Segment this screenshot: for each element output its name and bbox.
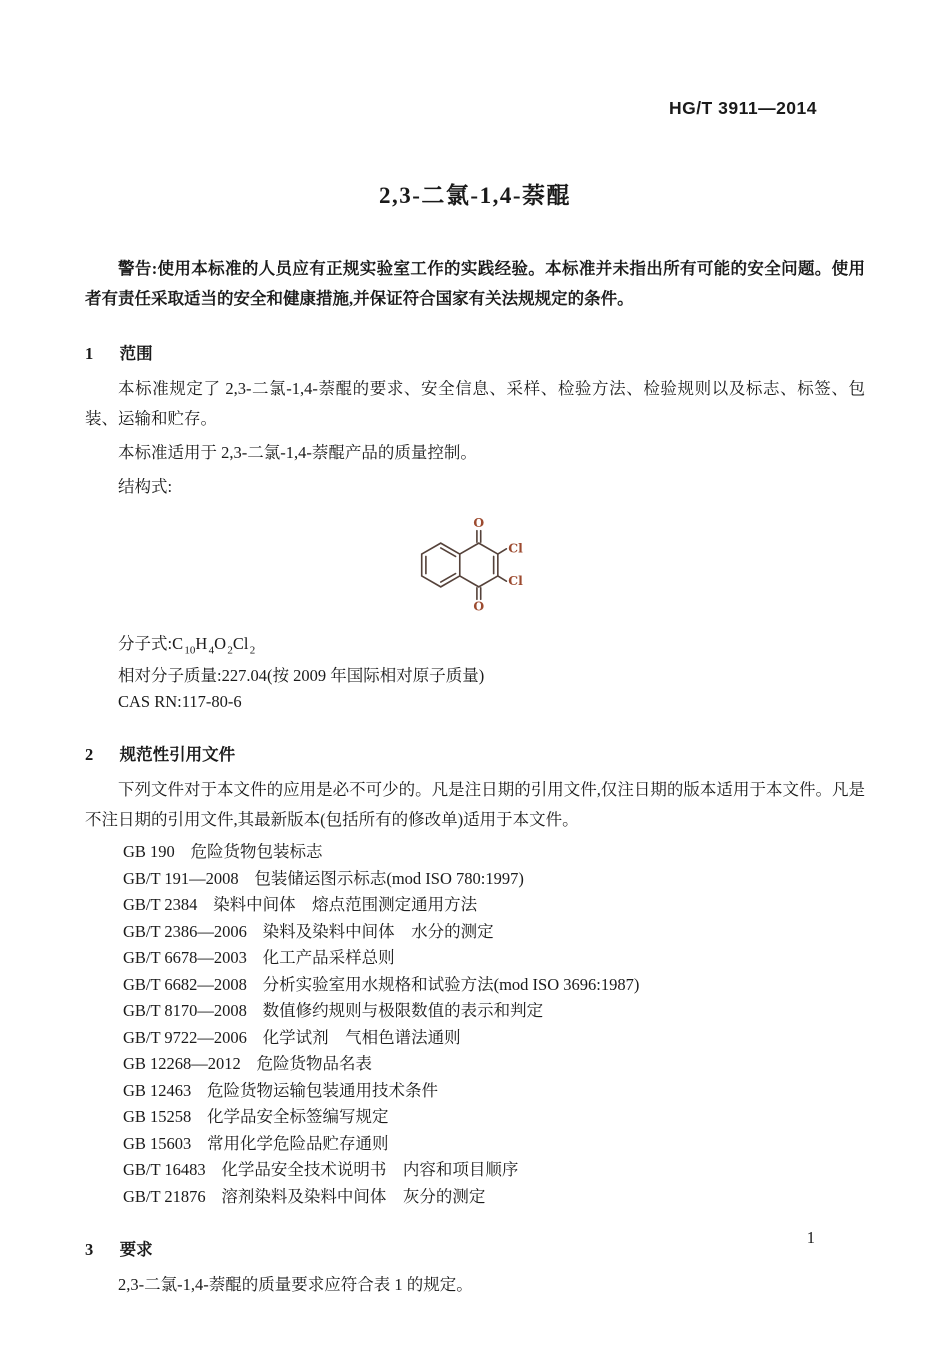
formula-part: 2 — [227, 644, 233, 657]
section-2-heading — [85, 741, 865, 765]
reference-title: 包装储运图示标志(mod ISO 780:1997) — [254, 868, 524, 888]
aromatic-double-bond — [441, 548, 456, 556]
structure-label: 结构式: — [118, 477, 173, 496]
quinone-ring — [460, 543, 498, 587]
reference-title: 染料中间体 熔点范围测定通用方法 — [213, 895, 478, 915]
reference-code: GB/T 2384 — [123, 895, 198, 915]
reference-title: 化学试剂 气相色谱法通则 — [262, 1027, 461, 1047]
reference-item — [123, 839, 865, 866]
reference-code: GB/T 6678—2003 — [123, 948, 247, 968]
reference-title: 危险货物品名表 — [256, 1054, 372, 1074]
reference-item — [123, 972, 865, 999]
section-3-title: 要求 — [119, 1240, 153, 1260]
reference-title: 常用化学危险品贮存通则 — [206, 1133, 389, 1153]
reference-title: 数值修约规则与极限数值的表示和判定 — [262, 1001, 544, 1021]
scope-paragraph-1: 本标准规定了 2,3-二氯-1,4-萘醌的要求、安全信息、采样、检验方法、检验规则以及标志、标签、包装、运输和贮存。 — [85, 379, 865, 428]
reference-item — [123, 866, 865, 893]
reference-code: GB/T 191—2008 — [123, 868, 239, 888]
reference-item — [123, 1025, 865, 1052]
cas-number-line: CAS RN:117-80-6 — [118, 692, 242, 712]
formula-part: H — [195, 634, 208, 653]
section-2-title: 规范性引用文件 — [119, 745, 236, 765]
reference-title: 危险货物运输包装通用技术条件 — [206, 1080, 438, 1100]
reference-item — [123, 1131, 865, 1158]
reference-item — [123, 919, 865, 946]
reference-title: 溶剂染料及染料中间体 灰分的测定 — [221, 1186, 486, 1206]
reference-title: 染料及染料中间体 水分的测定 — [262, 921, 494, 941]
reference-title: 化工产品采样总则 — [262, 948, 395, 968]
formula-part: C — [172, 634, 184, 653]
page-number: 1 — [806, 1228, 815, 1247]
scope-paragraph-2: 本标准适用于 2,3-二氯-1,4-萘醌产品的质量控制。 — [118, 443, 477, 462]
bond-lines — [422, 531, 507, 600]
reference-item — [123, 998, 865, 1025]
section-1-number: 1 — [85, 344, 94, 363]
normative-references-intro: 下列文件对于本文件的应用是必不可少的。凡是注日期的引用文件,仅注日期的版本适用于本文件。凡是不注日期的引用文件,其最新版本(包括所有的修改单)适用于本文件。 — [85, 780, 865, 830]
normative-references-list — [123, 839, 865, 1210]
reference-item — [123, 1051, 865, 1078]
section-3-heading — [85, 1236, 865, 1260]
reference-title: 化学品安全技术说明书 内容和项目顺序 — [221, 1160, 519, 1180]
reference-title: 化学品安全标签编写规定 — [206, 1107, 389, 1127]
formula-part: 4 — [208, 644, 215, 657]
formula-part: Cl — [232, 634, 249, 653]
reference-code: GB/T 8170—2008 — [123, 1001, 247, 1021]
atom-o-top-label: O — [473, 514, 485, 530]
reference-item — [123, 1104, 865, 1131]
requirements-paragraph: 2,3-二氯-1,4-萘醌的质量要求应符合表 1 的规定。 — [118, 1275, 473, 1295]
molecular-formula-label: 分子式: — [118, 634, 173, 653]
atom-cl-bottom-label: Cl — [508, 572, 523, 588]
aromatic-double-bond — [441, 574, 456, 582]
reference-code: GB/T 9722—2006 — [123, 1027, 247, 1047]
chlorine-top-bond — [498, 549, 507, 554]
reference-code: GB 15258 — [123, 1107, 192, 1127]
reference-item — [123, 1157, 865, 1184]
molecular-formula-line — [118, 631, 865, 663]
section-1-heading — [85, 340, 865, 364]
reference-item — [123, 1184, 865, 1211]
reference-code: GB 12463 — [123, 1080, 192, 1100]
chlorine-bottom-bond — [498, 576, 507, 581]
atom-cl-top-label: Cl — [508, 540, 523, 556]
molecular-weight-line: 相对分子质量:227.04(按 2009 年国际相对原子质量) — [118, 666, 485, 686]
structural-formula-diagram — [413, 506, 537, 624]
standard-number-header: HG/T 3911—2014 — [668, 98, 817, 118]
reference-item — [123, 1078, 865, 1105]
atom-o-bottom-label: O — [473, 598, 485, 614]
reference-code: GB 15603 — [123, 1133, 192, 1153]
section-3-number: 3 — [85, 1240, 94, 1260]
reference-code: GB/T 16483 — [123, 1160, 206, 1180]
reference-code: GB/T 21876 — [123, 1186, 206, 1206]
structural-formula-figure — [85, 506, 865, 629]
formula-part: 10 — [184, 644, 196, 657]
reference-title: 分析实验室用水规格和试验方法(mod ISO 3696:1987) — [262, 974, 640, 994]
section-1-title: 范围 — [119, 344, 153, 363]
reference-code: GB/T 2386—2006 — [123, 921, 247, 941]
molecular-formula-value — [172, 634, 256, 657]
reference-code: GB 190 — [123, 842, 175, 862]
reference-code: GB 12268—2012 — [123, 1054, 241, 1074]
formula-part: 2 — [249, 644, 256, 657]
reference-code: GB/T 6682—2008 — [123, 974, 247, 994]
reference-item — [123, 945, 865, 972]
reference-item — [123, 892, 865, 919]
document-title: 2,3-二氯-1,4-萘醌 — [379, 183, 571, 208]
warning-paragraph: 警告:使用本标准的人员应有正规实验室工作的实践经验。本标准并未指出所有可能的安全问题。使用者有责任采取适当的安全和健康措施,并保证符合国家有关法规规定的条件。 — [85, 259, 865, 308]
section-2-number: 2 — [85, 745, 94, 765]
reference-title: 危险货物包装标志 — [190, 842, 323, 862]
formula-part: O — [214, 634, 227, 653]
benzene-ring — [422, 543, 460, 587]
